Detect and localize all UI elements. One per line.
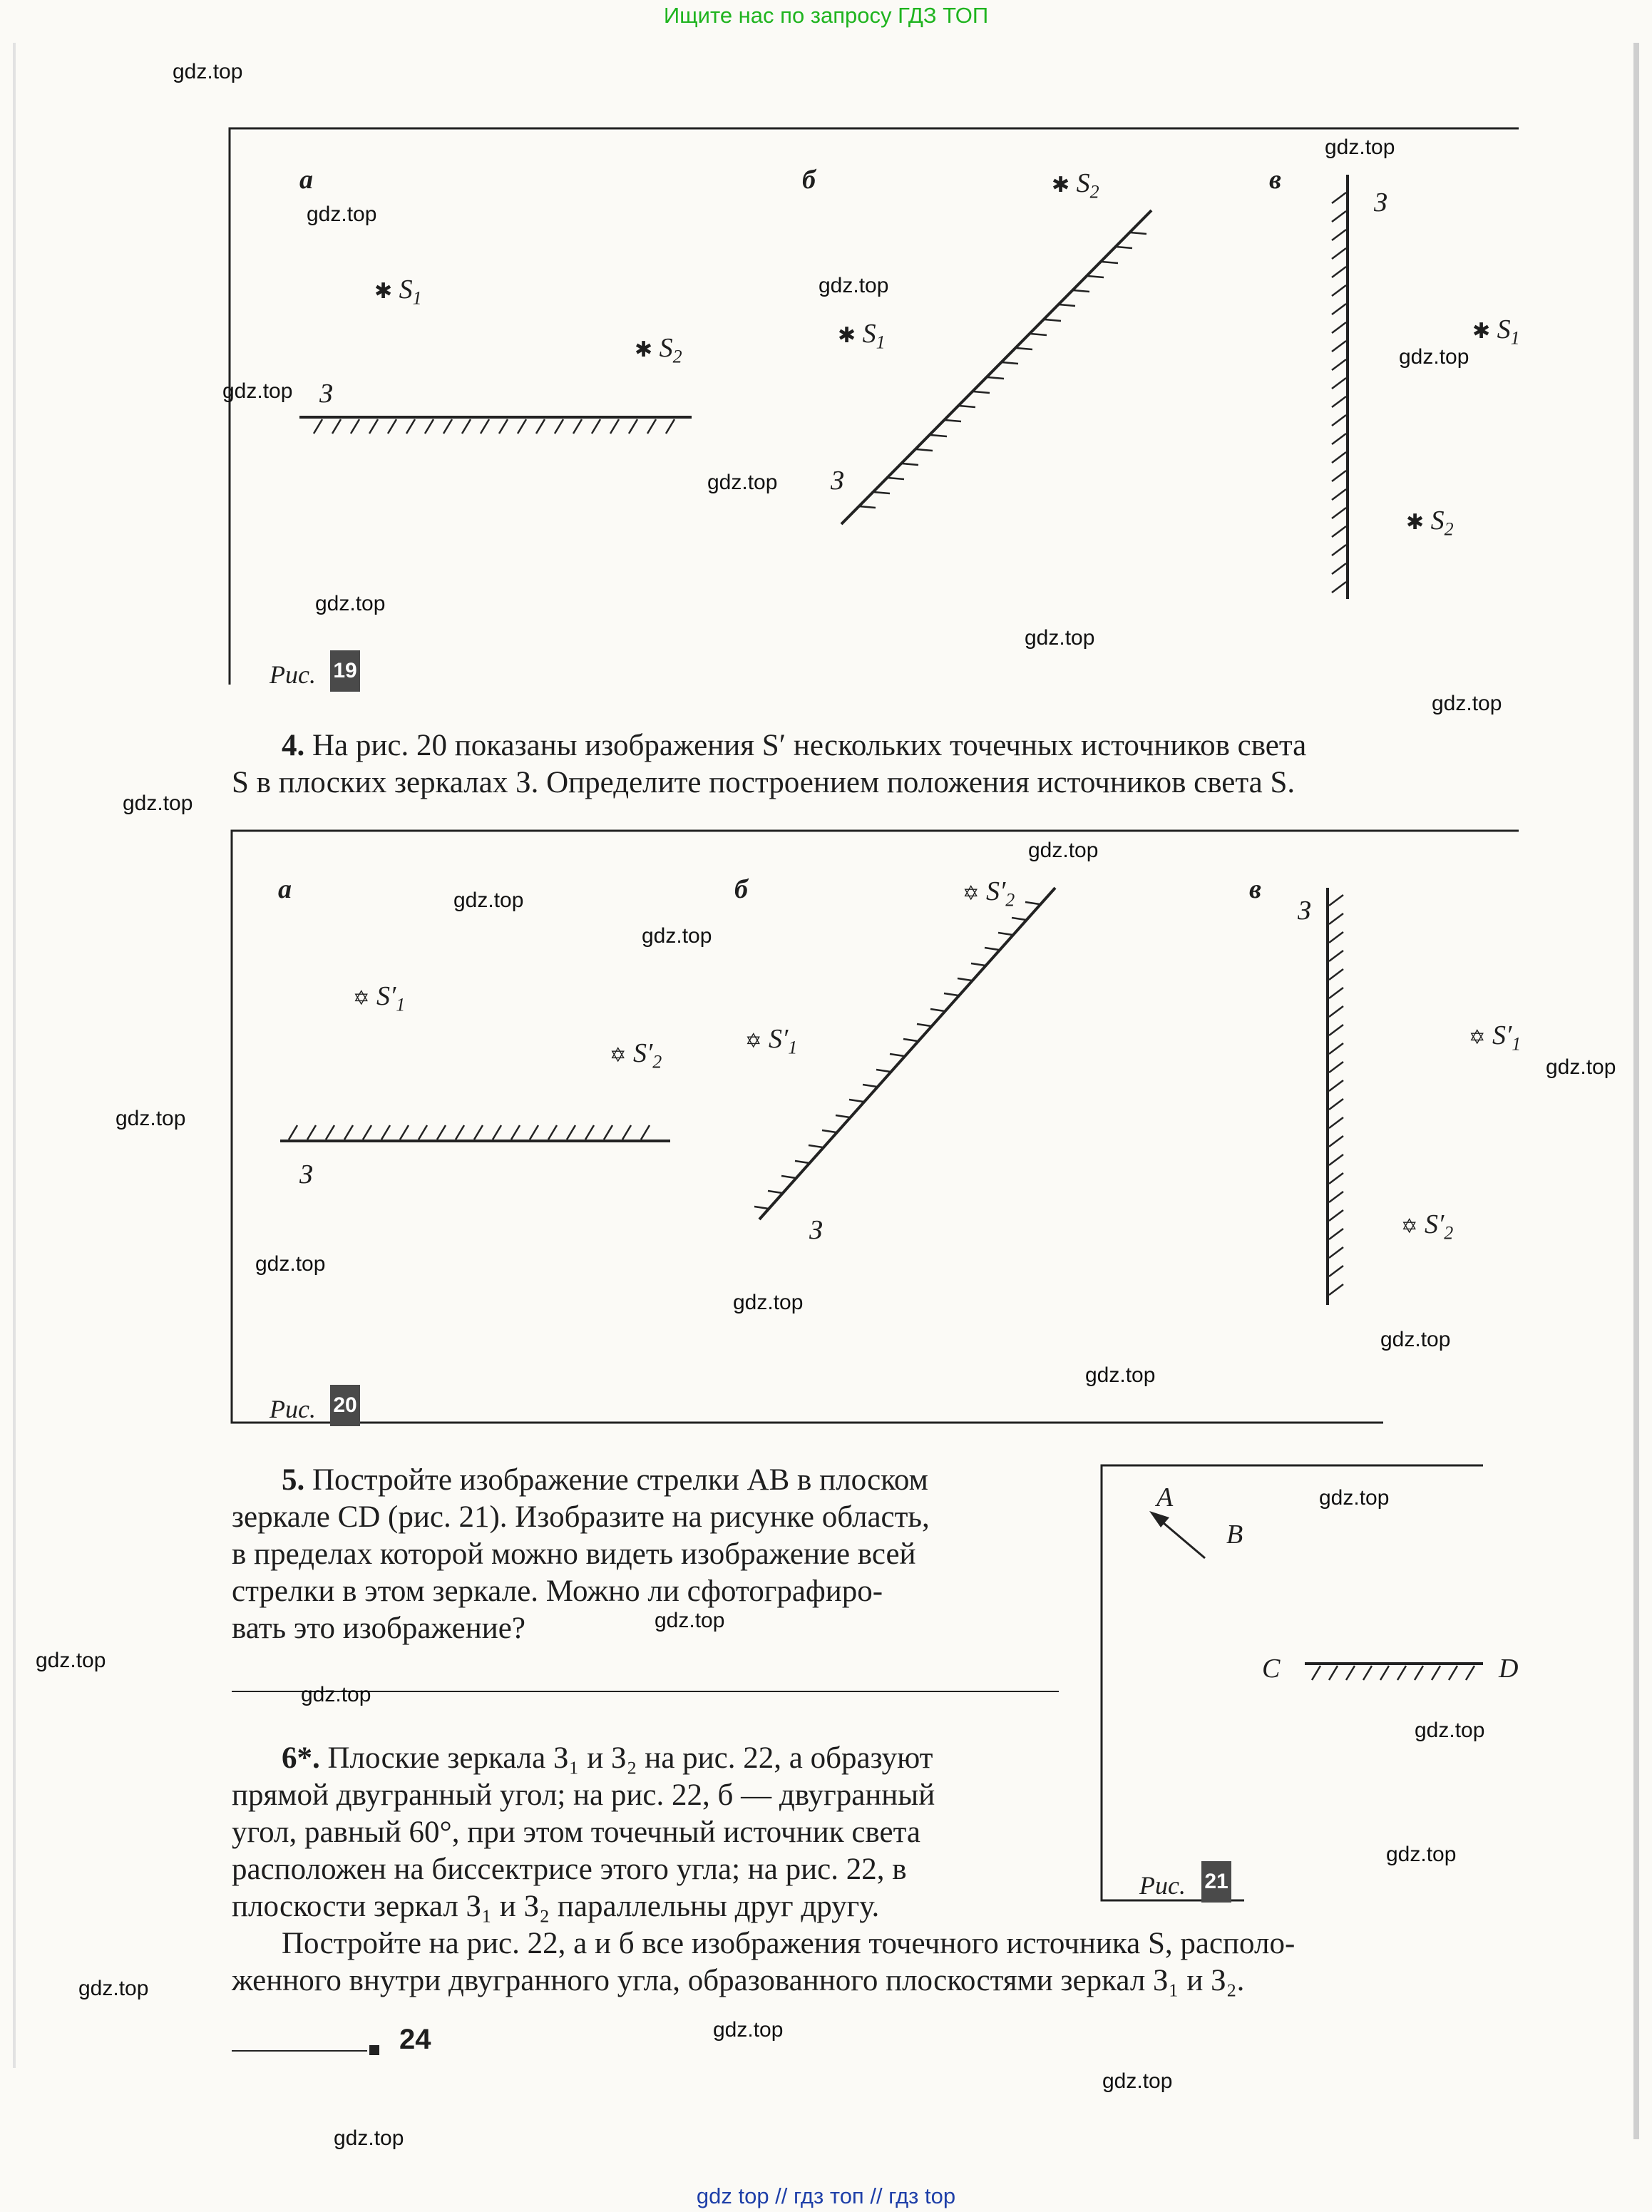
fig21-number: 21	[1201, 1861, 1231, 1903]
fig19-panel-v: в	[1269, 165, 1281, 195]
fig20-v-image-2: ✡ $S'_2$	[1401, 1209, 1454, 1244]
watermark: gdz.top	[713, 2018, 784, 2042]
watermark: gdz.top	[1102, 2069, 1173, 2093]
fig20-number: 20	[330, 1385, 360, 1426]
fig19-v-mirror-label: З	[1374, 188, 1387, 217]
fig20-panel-a: а	[278, 874, 292, 904]
watermark: gdz.top	[1380, 1328, 1451, 1351]
fig19-a-source-1: ✱ $S_1$	[374, 275, 422, 309]
task6-line3: угол, равный 60°, при этом точечный источник света	[232, 1816, 920, 1849]
task5-line3: в пределах которой можно видеть изображение всей	[232, 1537, 916, 1571]
fig20-frame	[232, 831, 1522, 1423]
watermark: gdz.top	[116, 1107, 186, 1130]
fig20-panel-v: в	[1249, 874, 1261, 904]
bottom-banner: gdz top // гдз топ // гдз top	[696, 2183, 956, 2208]
fig21-hatching	[1312, 1666, 1474, 1680]
task6-line4: расположен на биссектрисе этого угла; на рис. 22, в	[232, 1853, 907, 1886]
fig19-b-hatching	[859, 232, 1146, 508]
watermark: gdz.top	[78, 1977, 149, 2000]
watermark: gdz.top	[255, 1252, 326, 1276]
watermark: gdz.top	[1432, 692, 1502, 715]
watermark: gdz.top	[334, 2126, 404, 2150]
task4-line1: 4. На рис. 20 показаны изображения S′ нескольких точечных источников света	[282, 729, 1307, 762]
task5-line2: зеркале CD (рис. 21). Изобразите на рисунке область,	[232, 1500, 930, 1534]
task6-line2: прямой двугранный угол; на рис. 22, б — двугранный	[232, 1778, 935, 1812]
fig20-b-mirror-label: З	[809, 1215, 823, 1245]
task5-line5: вать это изображение?	[232, 1612, 525, 1645]
fig20-a-mirror-label: З	[299, 1159, 313, 1189]
page-number: 24	[399, 2024, 431, 2055]
fig19-v-source-2: ✱ $S_2$	[1406, 506, 1454, 540]
watermark: gdz.top	[123, 792, 193, 815]
watermark: gdz.top	[1386, 1843, 1457, 1866]
fig21-label-b: B	[1226, 1520, 1243, 1550]
fig19-v-source-1: ✱ $S_1$	[1472, 314, 1520, 349]
fig20-a-image-2: ✡ $S'_2$	[610, 1038, 662, 1072]
fig19-a-mirror-label: З	[319, 379, 333, 409]
fig20-v-mirror-label: З	[1298, 896, 1311, 926]
watermark: gdz.top	[1085, 1363, 1156, 1387]
fig19-a-hatching	[314, 419, 674, 434]
watermark: gdz.top	[36, 1649, 106, 1672]
fig19-number: 19	[330, 650, 360, 692]
fig19-frame	[230, 128, 1519, 685]
fig20-v-image-1: ✡ $S'_1$	[1469, 1020, 1522, 1055]
fig21-label-d: D	[1499, 1654, 1519, 1684]
watermark: gdz.top	[1028, 839, 1099, 862]
fig21-label-c: C	[1262, 1654, 1281, 1684]
fig19-caption: Рис.	[270, 660, 316, 689]
top-banner: Ищите нас по запросу ГДЗ ТОП	[663, 3, 989, 28]
task6-line1: 6*. Плоские зеркала З₁ и З₂ на рис. 22, а образуют	[282, 1741, 933, 1775]
watermark: gdz.top	[301, 1683, 371, 1706]
watermark: gdz.top	[1319, 1486, 1390, 1510]
watermark: gdz.top	[222, 379, 293, 403]
fig19-b-source-1: ✱ $S_1$	[838, 319, 886, 353]
fig20-v-hatching	[1329, 895, 1343, 1295]
fig21-label-a: A	[1156, 1483, 1174, 1512]
task6-line5: плоскости зеркал З₁ и З₂ параллельны друг другу.	[232, 1890, 880, 1923]
watermark: gdz.top	[1415, 1719, 1485, 1742]
fig20-caption: Рис.	[270, 1395, 316, 1423]
fig20-a-image-1: ✡ $S'_1$	[353, 981, 406, 1015]
watermark: gdz.top	[453, 889, 524, 912]
fig20-b-image-1: ✡ $S'_1$	[745, 1024, 798, 1058]
task6-line6: Постройте на рис. 22, а и б все изображения точечного источника S, располо-	[282, 1927, 1296, 1960]
fig20-b-mirror	[759, 888, 1055, 1219]
fig21-arrow-shaft	[1159, 1519, 1205, 1558]
watermark: gdz.top	[1399, 345, 1469, 369]
watermark: gdz.top	[819, 274, 889, 297]
fig21-frame	[1102, 1465, 1483, 1900]
fig19-b-source-2: ✱ $S_2$	[1052, 168, 1099, 203]
fig20-b-image-2: ✡ $S'_2$	[963, 876, 1015, 911]
watermark: gdz.top	[173, 60, 243, 83]
task5-line4: стрелки в этом зеркале. Можно ли сфотографиро-	[232, 1574, 883, 1608]
watermark: gdz.top	[642, 924, 712, 948]
watermark: gdz.top	[707, 471, 778, 494]
fig19-panel-a: а	[299, 165, 313, 195]
watermark: gdz.top	[1025, 626, 1095, 650]
fig19-a-source-2: ✱ $S_2$	[635, 333, 682, 367]
task5-line1: 5. Постройте изображение стрелки AB в плоском	[282, 1463, 928, 1497]
watermark: gdz.top	[655, 1609, 725, 1632]
task6-line7: женного внутри двугранного угла, образованного плоскостями зеркал З₁ и З₂.	[232, 1964, 1245, 1997]
fig20-panel-b: б	[734, 874, 748, 904]
fig21-caption: Рис.	[1139, 1871, 1186, 1900]
watermark: gdz.top	[315, 592, 386, 615]
fig19-panel-b: б	[802, 165, 816, 195]
watermark: gdz.top	[307, 203, 377, 226]
watermark: gdz.top	[1546, 1055, 1616, 1079]
fig19-v-hatching	[1332, 193, 1346, 593]
task4-line2: S в плоских зеркалах З. Определите построением положения источников света S.	[232, 766, 1296, 799]
page-number-square	[369, 2045, 379, 2055]
watermark: gdz.top	[733, 1291, 804, 1314]
watermark: gdz.top	[1325, 135, 1395, 159]
fig19-b-mirror-label: З	[831, 466, 844, 496]
fig20-a-hatching	[289, 1125, 650, 1140]
